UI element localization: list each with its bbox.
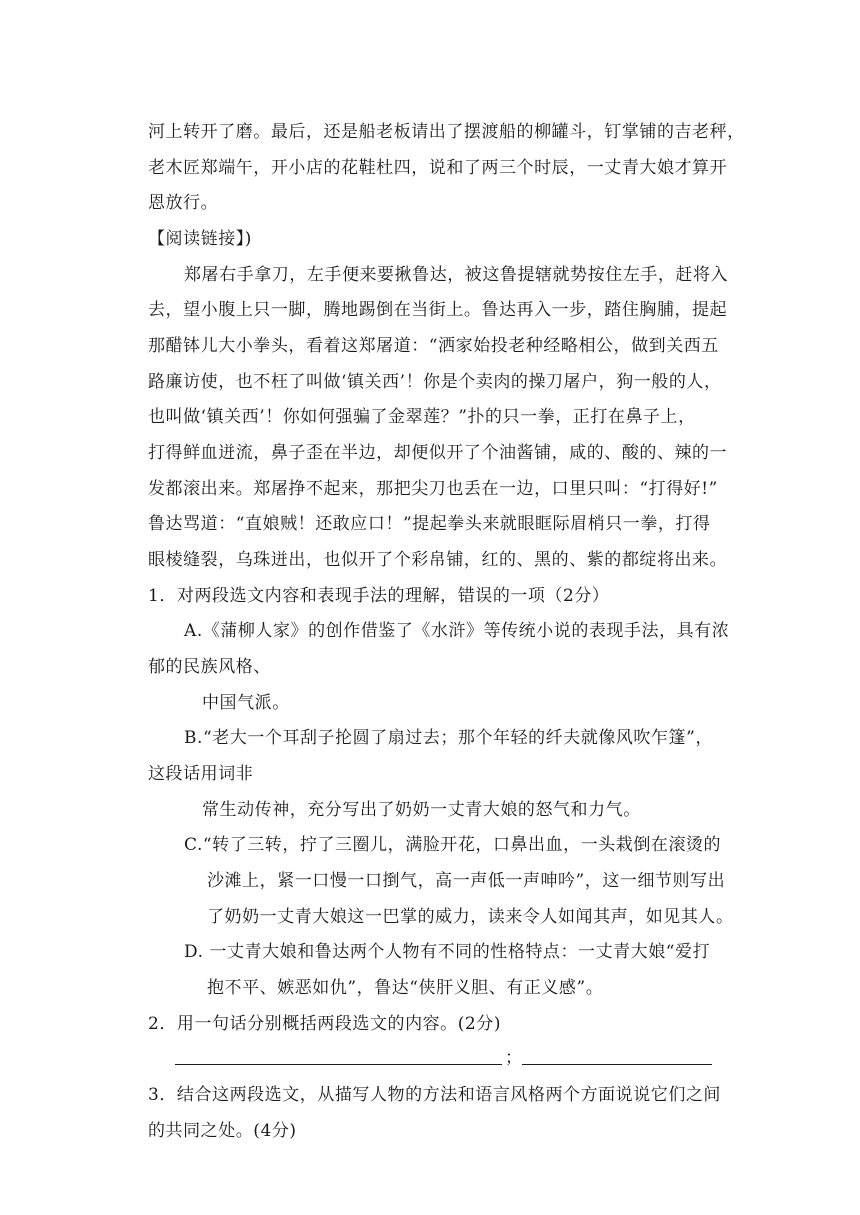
option-b: B.“老大一个耳刮子抡圆了扇过去；那个年轻的纤夫就像风吹乍篷”， xyxy=(184,728,713,748)
option-c: 了奶奶一丈青大娘这一巴掌的威力，读来令人如闻其声，如见其人。 xyxy=(207,907,734,927)
option-b: 常生动传神，充分写出了奶奶一丈青大娘的怒气和力气。 xyxy=(202,800,641,820)
option-a: A.《蒲柳人家》的创作借鉴了《水浒》等传统小说的表现手法，具有浓 xyxy=(184,621,730,641)
answer-blank[interactable] xyxy=(175,1064,502,1065)
link-passage-line: 发都滚出来。郑屠挣不起来，那把尖刀也丢在一边，口里只叫：“打得好!” xyxy=(148,479,718,499)
passage-line: 老木匠郑端午，开小店的花鞋杜四，说和了两三个时辰，一丈青大娘才算开 xyxy=(148,158,728,178)
link-passage-line: 鲁达骂道：“直娘贼！还敢应口！”提起拳头来就眼眶际眉梢只一拳，打得 xyxy=(148,514,711,534)
link-passage-line: 郑屠右手拿刀，左手便来要揪鲁达，被这鲁提辖就势按住左手，赶将入 xyxy=(184,265,729,285)
link-passage-line: 去，望小腹上只一脚，腾地踢倒在当街上。鲁达再入一步，踏住胸脯，提起 xyxy=(148,300,728,320)
passage-line: 河上转开了磨。最后，还是船老板请出了摆渡船的柳罐斗，钉掌铺的吉老秤， xyxy=(148,122,745,142)
question-2-stem: 2．用一句话分别概括两段选文的内容。(2分) xyxy=(148,1014,501,1034)
link-passage-line: 也叫做‘镇关西’！你如何强骗了金翠莲？”扑的只一拳，正打在鼻子上， xyxy=(148,407,696,427)
link-passage-line: 眼棱缝裂，乌珠迸出，也似开了个彩帛铺，红的、黑的、紫的都绽将出来。 xyxy=(148,550,728,570)
answer-separator: ； xyxy=(505,1048,523,1068)
link-passage-line: 路廉访使，也不枉了叫做‘镇关西’！你是个卖肉的操刀屠户，狗一般的人， xyxy=(148,372,722,392)
link-passage-line: 那醋钵儿大小拳头，看着这郑屠道：“洒家始投老种经略相公，做到关西五 xyxy=(148,336,719,356)
option-a: 郁的民族风格、 xyxy=(148,657,271,677)
option-b: 这段话用词非 xyxy=(148,764,254,784)
option-a: 中国气派。 xyxy=(202,693,290,713)
question-3-stem: 3．结合这两段选文，从描写人物的方法和语言风格两个方面说说它们之间 xyxy=(148,1085,721,1105)
option-d: 抱不平、嫉恶如仇”，鲁达“侠肝义胆、有正义感”。 xyxy=(207,978,604,998)
link-passage-line: 打得鲜血迸流，鼻子歪在半边，却便似开了个油酱铺，咸的、酸的、辣的一 xyxy=(148,443,728,463)
option-c: 沙滩上，紧一口慢一口捯气，高一声低一声呻吟”，这一细节则写出 xyxy=(207,871,726,891)
option-c: C.“转了三转，拧了三圈儿，满脸开花，口鼻出血，一头栽倒在滚烫的 xyxy=(184,835,722,855)
option-d: D. 一丈青大娘和鲁达两个人物有不同的性格特点：一丈青大娘“爱打 xyxy=(184,942,711,962)
answer-blank[interactable] xyxy=(522,1064,712,1065)
reading-link-heading: 【阅读链接】) xyxy=(148,229,252,249)
question-3-stem: 的共同之处。(4分) xyxy=(148,1121,297,1141)
passage-line: 恩放行。 xyxy=(148,193,219,213)
question-1-stem: 1．对两段选文内容和表现手法的理解，错误的一项（2分） xyxy=(148,586,610,606)
